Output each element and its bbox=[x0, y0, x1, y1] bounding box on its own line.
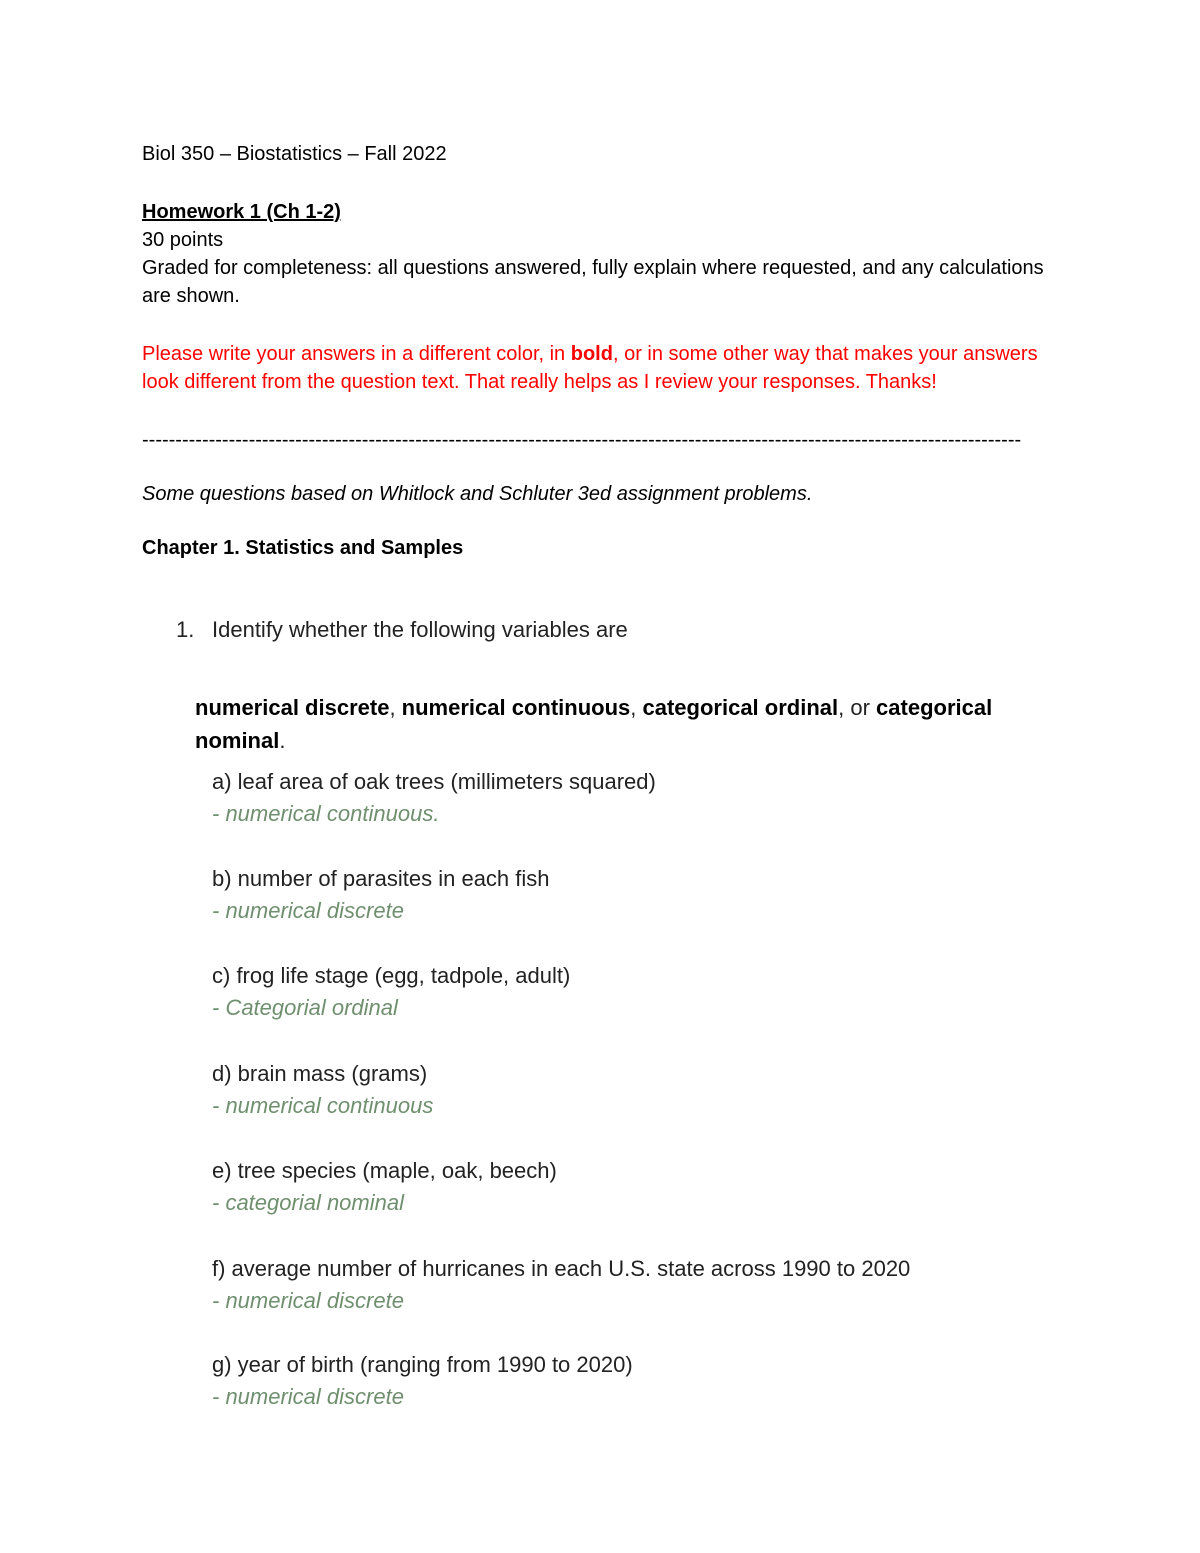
sub-question-c bbox=[212, 960, 1062, 1024]
type-separator: , or bbox=[838, 695, 877, 720]
sub-question-answer: - Categorial ordinal bbox=[212, 995, 398, 1020]
sub-question-text: g) year of birth (ranging from 1990 to 2020) bbox=[212, 1352, 633, 1377]
variable-types bbox=[195, 691, 1015, 757]
sub-question-text: f) average number of hurricanes in each U.S. state across 1990 to 2020 bbox=[212, 1256, 911, 1281]
course-title: Biol 350 – Biostatistics – Fall 2022 bbox=[142, 143, 447, 165]
sub-question-answer: - numerical discrete bbox=[212, 898, 404, 923]
type-separator: , bbox=[630, 695, 643, 720]
sub-question-text: e) tree species (maple, oak, beech) bbox=[212, 1158, 557, 1183]
sub-question-answer: - numerical continuous bbox=[212, 1093, 434, 1118]
source-note: Some questions based on Whitlock and Schluter 3ed assignment problems. bbox=[142, 483, 813, 505]
sub-question-g bbox=[212, 1349, 1062, 1413]
sub-question-answer: - numerical discrete bbox=[212, 1288, 404, 1313]
sub-question-text: c) frog life stage (egg, tadpole, adult) bbox=[212, 963, 571, 988]
sub-question-answer: - numerical continuous. bbox=[212, 801, 440, 826]
sub-question-e bbox=[212, 1155, 1062, 1219]
type-numerical-continuous: numerical continuous bbox=[401, 695, 631, 720]
chapter-title: Chapter 1. Statistics and Samples bbox=[142, 537, 464, 559]
type-separator: , bbox=[389, 695, 402, 720]
sub-question-b bbox=[212, 863, 1062, 927]
notice-text-start: Please write your answers in a different color, in bbox=[142, 343, 571, 365]
homework-title: Homework 1 (Ch 1-2) bbox=[142, 201, 341, 223]
type-categorical-nominal: categorical nominal bbox=[195, 695, 993, 753]
grading-text: Graded for completeness: all questions answered, fully explain where requested, and any calculations are shown. bbox=[142, 257, 1044, 307]
sub-question-answer: - numerical discrete bbox=[212, 1384, 404, 1409]
sub-question-text: b) number of parasites in each fish bbox=[212, 866, 550, 891]
type-categorical-ordinal: categorical ordinal bbox=[642, 695, 839, 720]
answer-format-notice bbox=[142, 340, 1062, 396]
points-text: 30 points bbox=[142, 229, 224, 251]
sub-question-answer: - categorial nominal bbox=[212, 1190, 404, 1215]
notice-text-end: , or in some other way that makes your answers look different from the question text. That really helps as I review your responses. Thanks! bbox=[142, 343, 1038, 393]
sub-question-d bbox=[212, 1058, 1062, 1122]
notice-bold-word: bold bbox=[570, 343, 613, 365]
sub-question-text: a) leaf area of oak trees (millimeters squared) bbox=[212, 769, 656, 794]
type-end: . bbox=[279, 728, 286, 753]
type-numerical-discrete: numerical discrete bbox=[195, 695, 390, 720]
divider-line: ------------------------------------------------------------------------------------------------------------------------------------ bbox=[142, 429, 1022, 451]
sub-question-a bbox=[212, 766, 1062, 830]
question-prompt: Identify whether the following variables are bbox=[212, 617, 628, 642]
question-number: 1. bbox=[176, 617, 195, 642]
sub-question-f bbox=[212, 1253, 1062, 1317]
sub-question-text: d) brain mass (grams) bbox=[212, 1061, 428, 1086]
